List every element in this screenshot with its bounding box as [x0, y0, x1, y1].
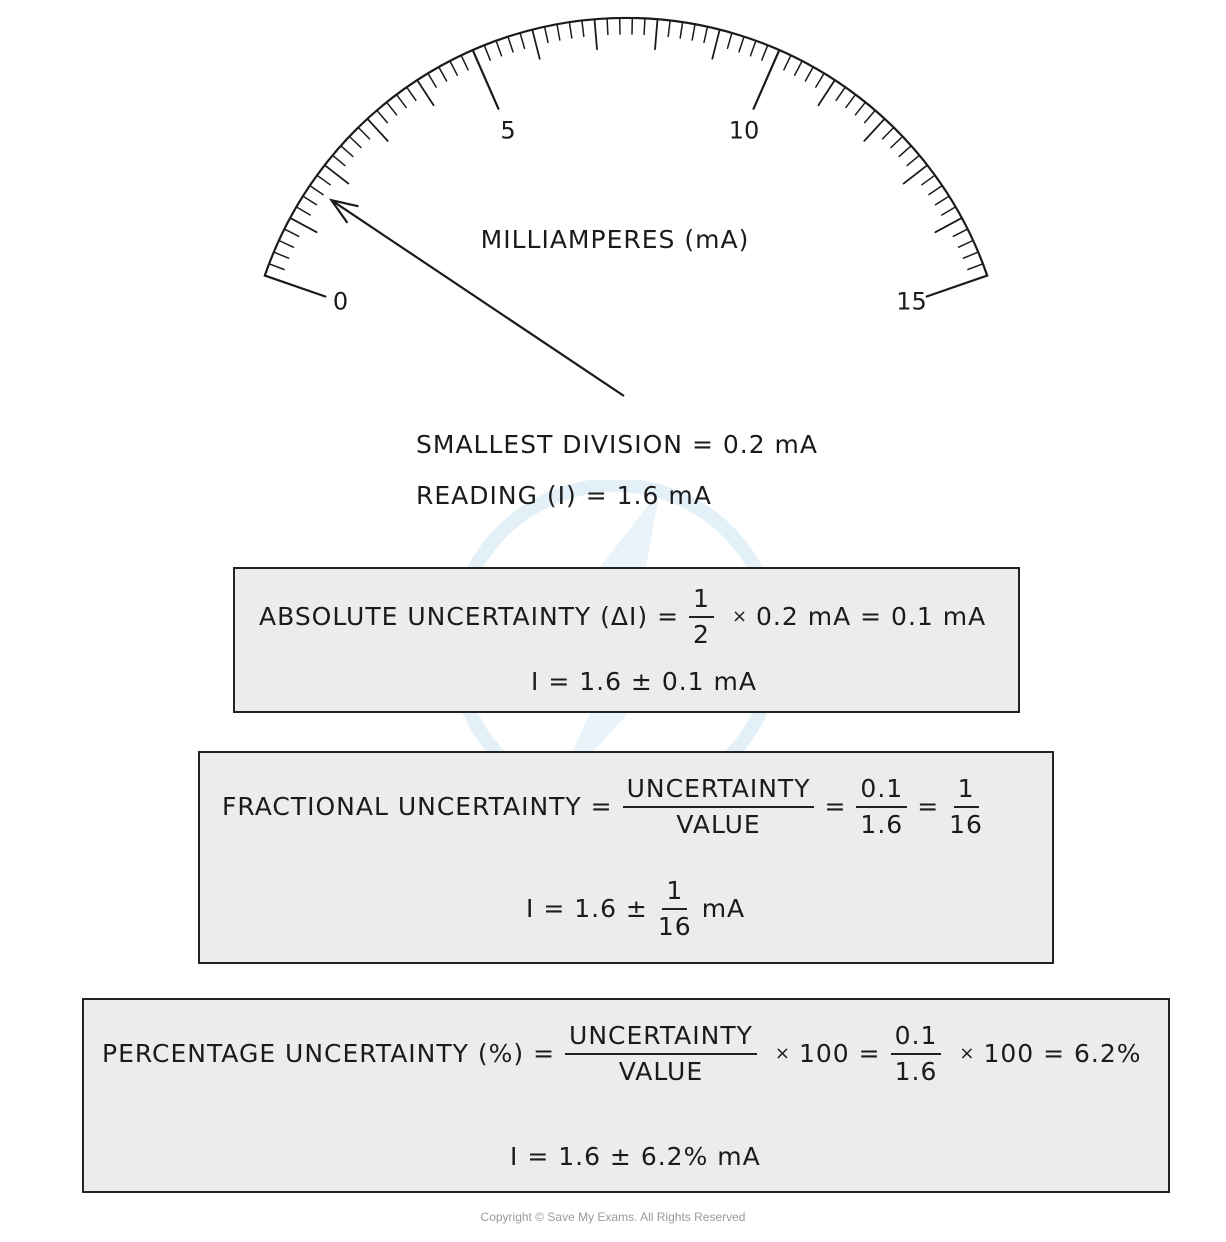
dial-tick — [508, 37, 513, 52]
dial-tick — [325, 165, 349, 183]
dial-scale-ticks — [265, 18, 987, 297]
dial-tick — [728, 33, 732, 48]
fractional-result-unit: mA — [701, 894, 746, 923]
simplified-fraction — [949, 775, 983, 838]
dial-tick — [855, 102, 865, 115]
dial-tick — [904, 165, 928, 183]
uncertainty-over-value-fraction — [623, 775, 815, 838]
dial-tick — [545, 27, 548, 43]
dial-tick — [417, 80, 433, 105]
dial-tick — [284, 229, 298, 236]
dial-tick — [959, 241, 974, 248]
dial-tick — [929, 186, 942, 195]
copyright-notice: Copyright © Save My Exams. All Rights Reserved — [480, 1210, 746, 1224]
dial-tick — [569, 22, 571, 38]
scale-label: 15 — [896, 287, 927, 316]
fractional-uncertainty-box — [198, 751, 1054, 964]
smallest-division-text: SMALLEST DIVISION = 0.2 mA — [416, 430, 819, 459]
dial-tick — [795, 61, 802, 75]
fraction-denominator: 1.6 — [860, 809, 904, 839]
fraction-numerator: 1 — [954, 775, 979, 808]
dial-tick — [836, 87, 845, 100]
dial-tick — [864, 119, 884, 141]
dial-tick — [953, 229, 967, 236]
dial-tick — [279, 241, 294, 248]
dial-tick — [865, 110, 875, 122]
dial-tick — [692, 24, 695, 40]
milliammeter-dial — [0, 0, 1226, 420]
dial-tick — [428, 73, 436, 87]
dial-tick — [739, 37, 744, 52]
dial-tick — [303, 196, 317, 205]
dial-tick — [520, 33, 524, 48]
dial-tick — [891, 137, 903, 148]
dial-tick — [496, 41, 501, 56]
percentage-result: I = 1.6 ± 6.2% mA — [510, 1142, 761, 1171]
dial-tick — [655, 19, 658, 49]
dial-tick — [461, 55, 468, 69]
times-sign: × — [774, 1043, 791, 1064]
dial-tick — [712, 30, 719, 59]
fraction-denominator: VALUE — [618, 1056, 704, 1086]
result-fraction — [658, 877, 692, 940]
dial-tick — [927, 276, 988, 297]
dial-tick — [439, 67, 447, 81]
numeric-fraction — [891, 1022, 942, 1085]
dial-tick — [907, 155, 919, 165]
fraction-numerator: 0.1 — [856, 775, 907, 808]
dial-tick — [680, 22, 682, 38]
half-numerator: 1 — [689, 585, 714, 618]
dial-tick — [290, 218, 316, 232]
dial-tick — [607, 19, 608, 35]
percentage-uncertainty-box — [82, 998, 1170, 1193]
scale-label: 0 — [332, 287, 349, 316]
dial-tick — [818, 80, 834, 105]
dial-tick — [557, 24, 560, 40]
percentage-rhs: 100 = 6.2% — [983, 1039, 1142, 1068]
dial-tick — [358, 128, 369, 139]
times-sign: × — [731, 606, 749, 627]
numeric-fraction — [856, 775, 907, 838]
fraction-numerator: UNCERTAINTY — [565, 1022, 757, 1055]
dial-tick — [274, 252, 289, 258]
dial-tick — [387, 102, 397, 115]
scale-label: 10 — [728, 116, 760, 145]
dial-tick — [968, 264, 983, 270]
dial-tick — [407, 87, 416, 100]
dial-tick — [349, 137, 361, 148]
fractional-result-lhs: I = 1.6 ± — [526, 894, 648, 923]
dial-tick — [846, 95, 856, 108]
dial-tick — [532, 30, 539, 59]
dial-tick — [397, 95, 407, 108]
dial-tick — [668, 21, 670, 37]
dial-tick — [704, 27, 707, 43]
dial-tick — [805, 67, 813, 81]
dial-tick — [644, 19, 645, 35]
fraction-denominator: 1.6 — [894, 1056, 938, 1086]
fraction-numerator: 1 — [662, 877, 687, 910]
dial-tick — [473, 50, 499, 109]
dial-tick — [754, 50, 780, 109]
dial-tick — [751, 41, 756, 56]
dial-tick — [922, 175, 935, 184]
dial-tick — [265, 276, 326, 297]
dial-tick — [367, 119, 387, 141]
dial-tick — [317, 175, 330, 184]
dial-tick — [310, 186, 323, 195]
fraction-denominator: 16 — [949, 809, 983, 839]
dial-tick — [762, 45, 768, 60]
absolute-uncertainty-lhs: ABSOLUTE UNCERTAINTY (ΔI) = — [259, 602, 680, 631]
dial-tick — [942, 207, 956, 215]
dial-tick — [883, 128, 894, 139]
uncertainty-over-value-fraction — [565, 1022, 757, 1085]
dial-tick — [450, 61, 457, 75]
reading-text: READING (I) = 1.6 mA — [416, 481, 712, 510]
scale-label: 5 — [500, 116, 516, 145]
absolute-uncertainty-box — [233, 567, 1020, 713]
meter-unit-label: MILLIAMPERES (mA) — [480, 225, 750, 254]
equals-sign: = — [917, 792, 940, 821]
half-fraction — [689, 585, 714, 648]
fraction-denominator: VALUE — [676, 809, 761, 839]
equals-sign: = — [824, 792, 847, 821]
dial-tick — [333, 155, 345, 165]
percentage-uncertainty-lhs: PERCENTAGE UNCERTAINTY (%) = — [102, 1039, 556, 1068]
dial-tick — [816, 73, 824, 87]
dial-tick — [784, 55, 791, 69]
percentage-mid: 100 = — [798, 1039, 881, 1068]
dial-tick — [341, 146, 353, 157]
dial-tick — [963, 252, 978, 258]
dial-tick — [595, 19, 598, 49]
dial-tick — [484, 45, 490, 60]
dial-tick — [935, 218, 961, 232]
absolute-result: I = 1.6 ± 0.1 mA — [531, 667, 757, 696]
dial-tick — [936, 196, 950, 205]
absolute-uncertainty-rhs: 0.2 mA = 0.1 mA — [756, 602, 987, 631]
dial-tick — [269, 264, 284, 270]
fraction-numerator: UNCERTAINTY — [623, 775, 815, 808]
fraction-denominator: 16 — [657, 911, 692, 941]
fraction-numerator: 0.1 — [891, 1022, 942, 1055]
half-denominator: 2 — [693, 619, 710, 649]
fractional-uncertainty-lhs: FRACTIONAL UNCERTAINTY = — [222, 792, 613, 821]
dial-tick — [899, 146, 911, 157]
dial-tick — [377, 110, 387, 122]
dial-tick — [296, 207, 310, 215]
times-sign: × — [959, 1043, 976, 1064]
dial-tick — [582, 21, 584, 37]
